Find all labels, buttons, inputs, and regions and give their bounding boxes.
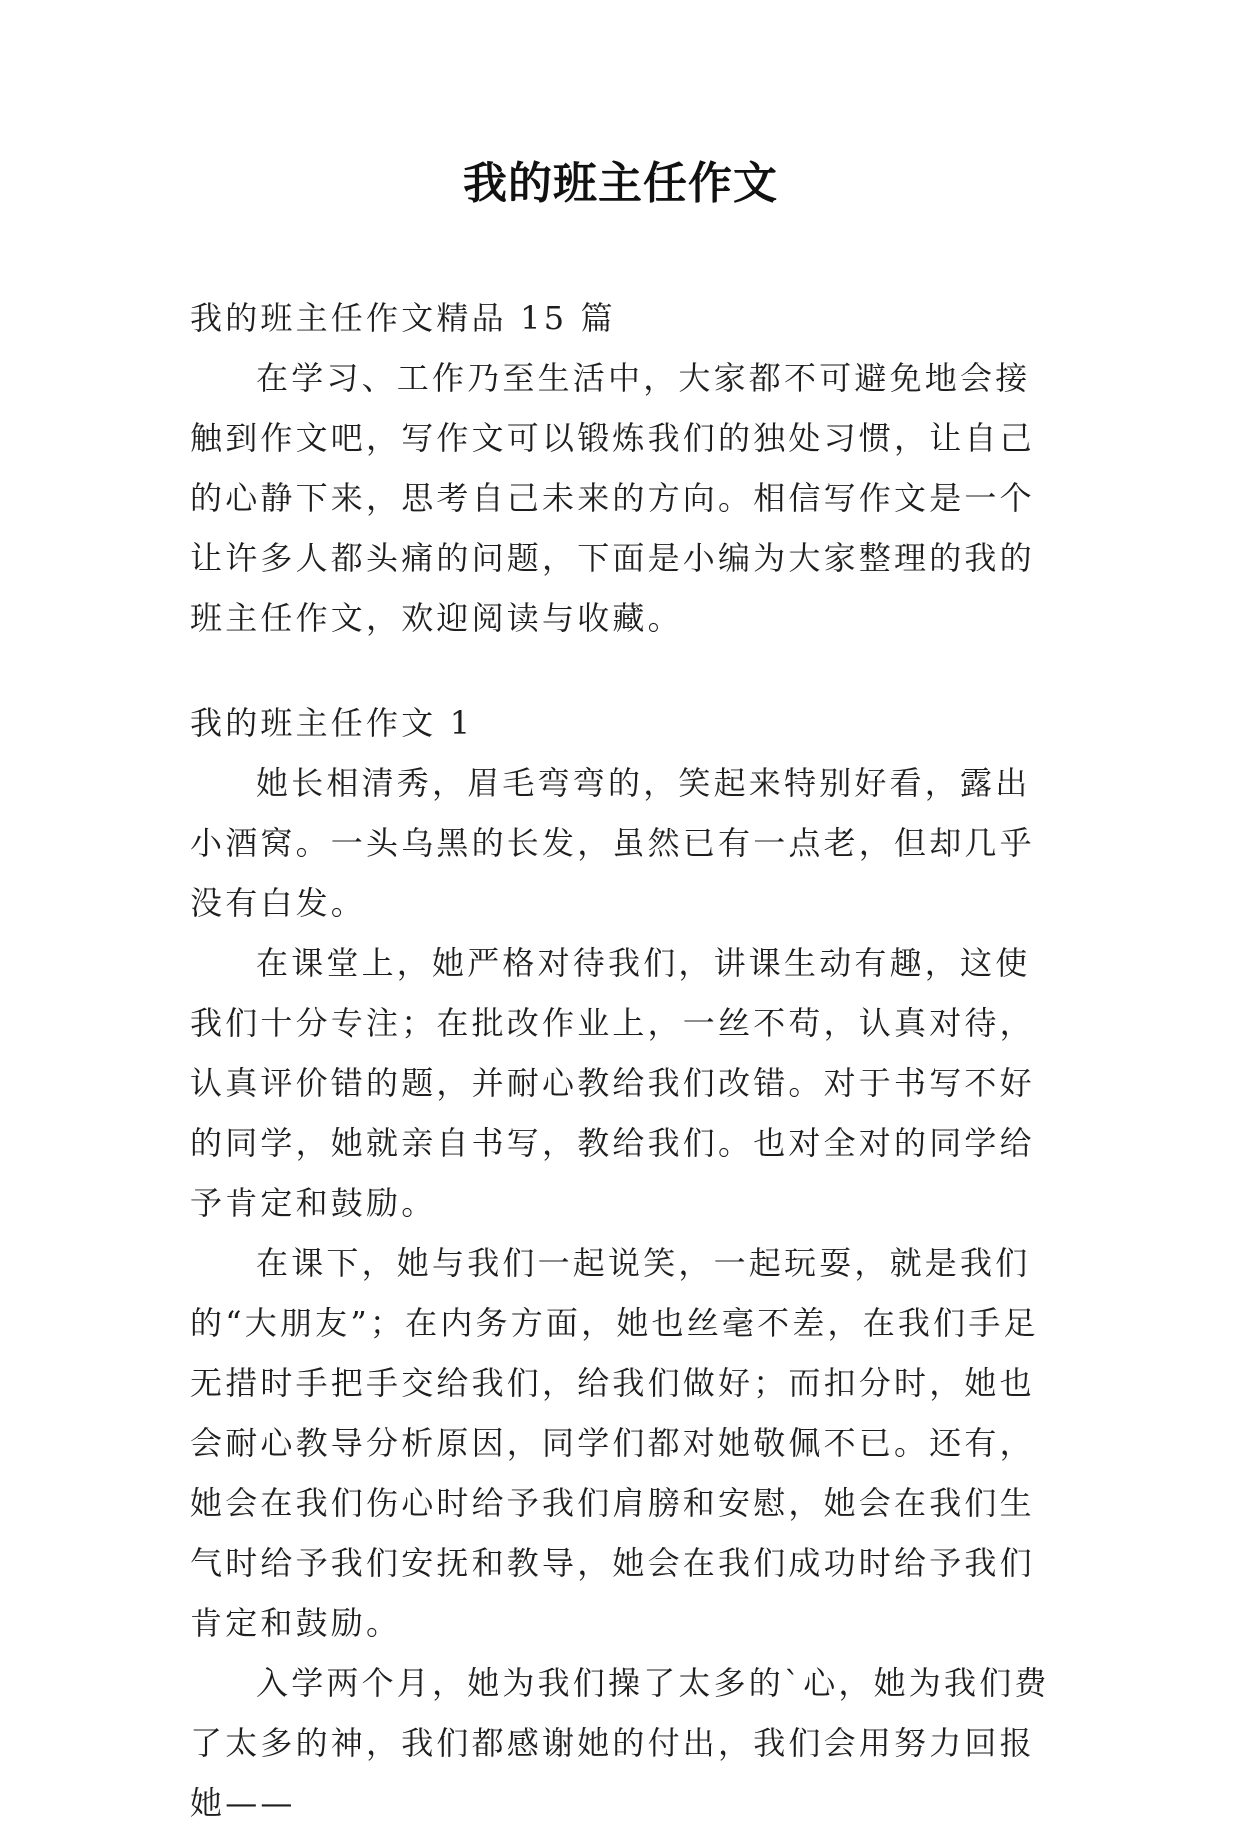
section-heading: 我的班主任作文 1 <box>190 704 474 742</box>
paragraph: 在课下，她与我们一起说笑，一起玩耍，就是我们的“大朋友”；在内务方面，她也丝毫不差，在我们手足无措时手把手交给我们，给我们做好；而扣分时，她也会耐心教导分析原因，同学们都对她敬佩不已。还有，她会在我们伤心时给予我们肩膀和安慰，她会在我们生气时给予我们安抚和教导，她会在我们成功时给予我们肯定和鼓励。 <box>190 1244 1039 1642</box>
paragraph: 在课堂上，她严格对待我们，讲课生动有趣，这使我们十分专注；在批改作业上，一丝不苟，认真对待，认真评价错的题，并耐心教给我们改错。对于书写不好的同学，她就亲自书写，教给我们。也对全对的同学给予肯定和鼓励。 <box>190 944 1035 1222</box>
intro-paragraph: 在学习、工作乃至生活中，大家都不可避免地会接触到作文吧，写作文可以锻炼我们的独处习惯，让自己的心静下来，思考自己未来的方向。相信写作文是一个让许多人都头痛的问题，下面是小编为大家整理的我的班主任作文，欢迎阅读与收藏。 <box>190 359 1035 637</box>
page-title: 我的班主任作文 <box>463 158 778 209</box>
document-subtitle: 我的班主任作文精品 15 篇 <box>190 299 616 337</box>
paragraph: 入学两个月，她为我们操了太多的`心，她为我们费了太多的神，我们都感谢她的付出，我们会用努力回报她—— <box>190 1664 1050 1822</box>
section-body <box>190 753 1058 1833</box>
paragraph: 她长相清秀，眉毛弯弯的，笑起来特别好看，露出小酒窝。一头乌黑的长发，虽然已有一点老，但却几乎没有白发。 <box>190 764 1035 922</box>
